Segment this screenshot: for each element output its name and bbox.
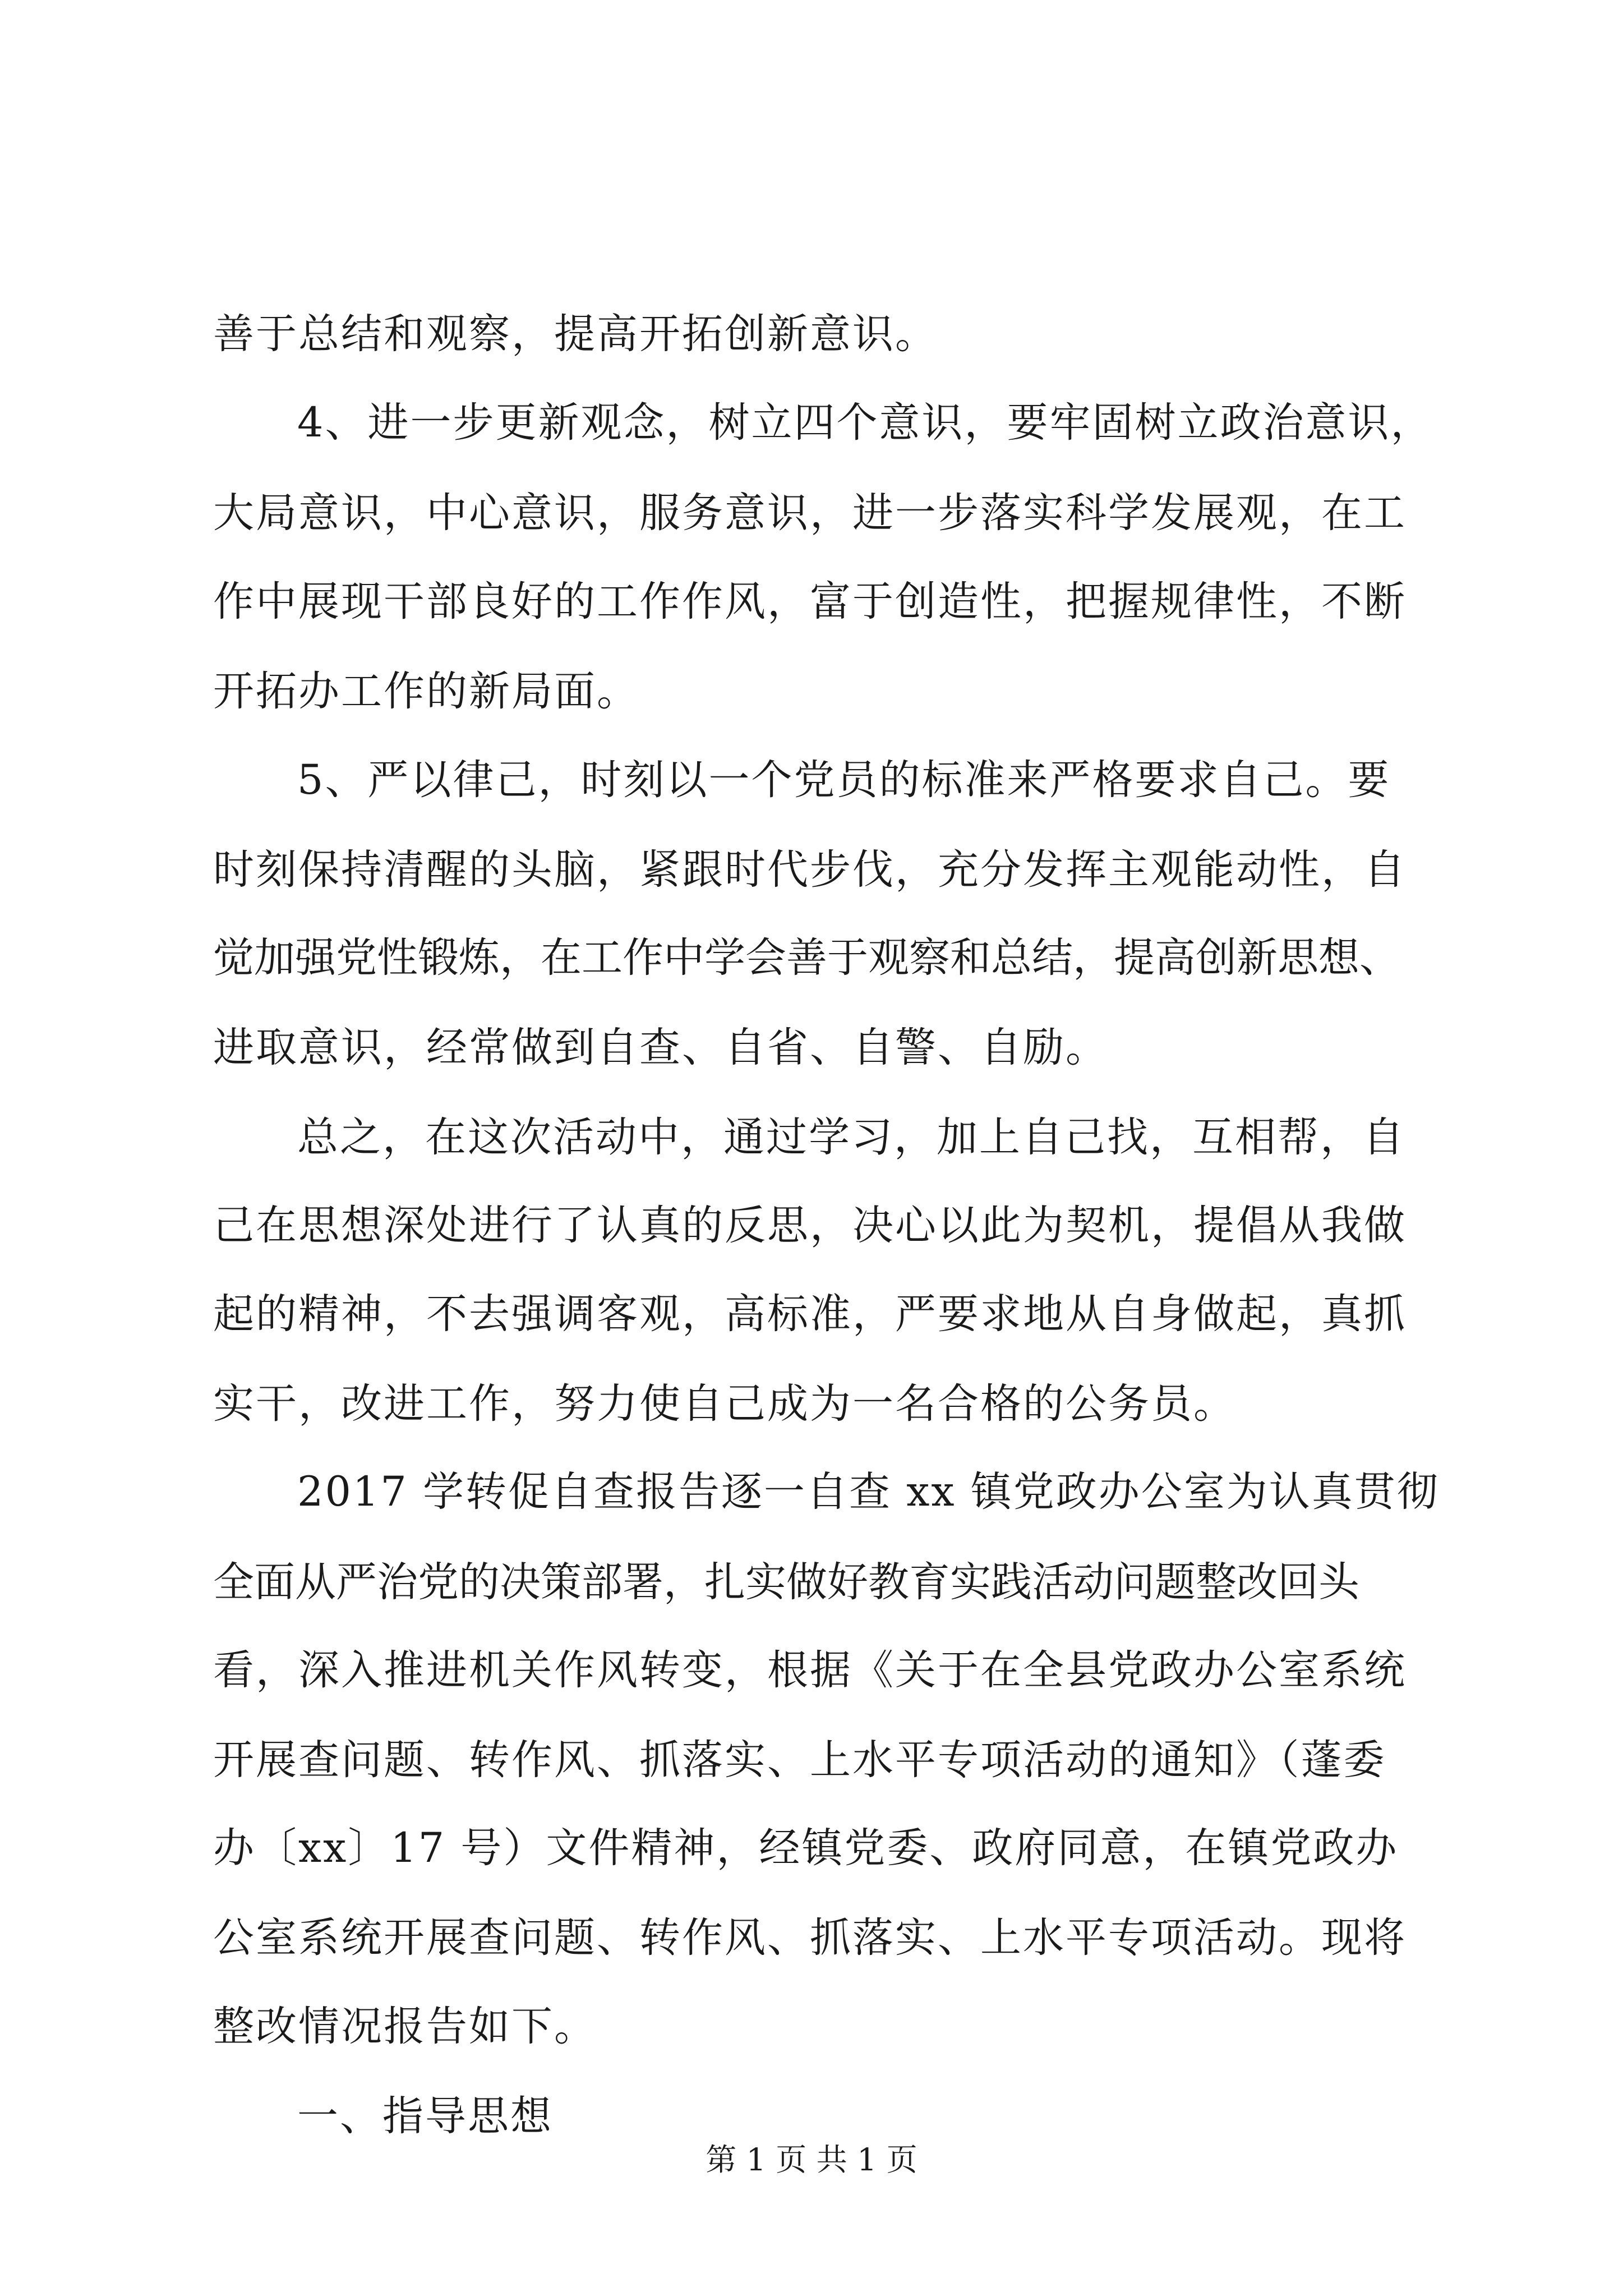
paragraph-line: 进取意识，经常做到自查、自省、自警、自励。 — [213, 1024, 1108, 1071]
paragraph-line: 起的精神，不去强调客观，高标准，严要求地从自身做起，真抓 — [213, 1290, 1407, 1338]
paragraph-line: 善于总结和观察，提高开拓创新意识。 — [213, 310, 938, 358]
paragraph-line: 开拓办工作的新局面。 — [213, 668, 639, 715]
paragraph-line: 4、进一步更新观念，树立四个意识，要牢固树立政治意识， — [297, 399, 1433, 447]
paragraph-line: 办〔xx〕17 号）文件精神，经镇党委、政府同意，在镇党政办 — [213, 1824, 1399, 1872]
page-number-footer: 第 1 页 共 1 页 — [706, 2142, 917, 2178]
paragraph-line: 作中展现干部良好的工作作风，富于创造性，把握规律性，不断 — [213, 578, 1407, 625]
paragraph-line: 5、严以律己，时刻以一个党员的标准来严格要求自己。要 — [297, 756, 1391, 804]
paragraph-line: 时刻保持清醒的头脑，紧跟时代步伐，充分发挥主观能动性，自 — [213, 846, 1407, 894]
paragraph-line: 看，深入推进机关作风转变，根据《关于在全县党政办公室系统 — [213, 1646, 1407, 1694]
paragraph-line: 开展查问题、转作风、抓落实、上水平专项活动的通知》（蓬委 — [213, 1736, 1386, 1784]
paragraph-line: 己在思想深处进行了认真的反思，决心以此为契机，提倡从我做 — [213, 1202, 1407, 1249]
section-heading: 一、指导思想 — [297, 2092, 553, 2140]
paragraph-line: 大局意识，中心意识，服务意识，进一步落实科学发展观，在工 — [213, 489, 1407, 537]
paragraph-line: 总之，在这次活动中，通过学习，加上自己找，互相帮，自 — [297, 1114, 1405, 1161]
paragraph-line: 觉加强党性锻炼，在工作中学会善于观察和总结，提高创新思想、 — [213, 934, 1400, 982]
paragraph-line: 2017 学转促自查报告逐一自查 xx 镇党政办公室为认真贯彻 — [297, 1468, 1440, 1516]
paragraph-line: 实干，改进工作，努力使自己成为一名合格的公务员。 — [213, 1380, 1236, 1428]
paragraph-line: 全面从严治党的决策部署，扎实做好教育实践活动问题整改回头 — [213, 1558, 1359, 1606]
paragraph-line: 公室系统开展查问题、转作风、抓落实、上水平专项活动。现将 — [213, 1914, 1407, 1962]
paragraph-line: 整改情况报告如下。 — [213, 2003, 597, 2050]
